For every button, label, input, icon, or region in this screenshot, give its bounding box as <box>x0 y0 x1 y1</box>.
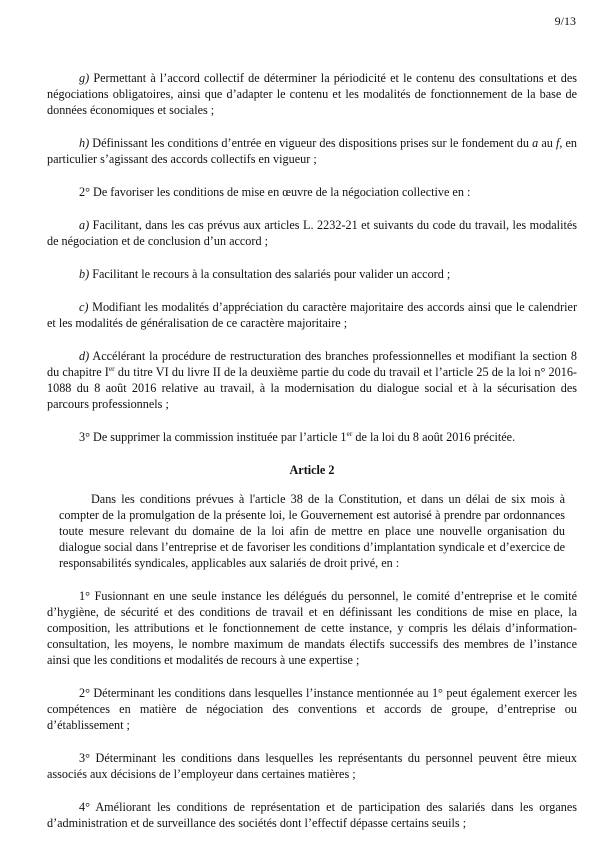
article2-intro: Dans les conditions prévues à l'article 38 de la Constitution, et dans un délai de six mois à compter de la promulgation de la présente loi, le Gouvernement est autorisé à prendre par ordonnances toute mesure relevant du domaine de la loi afin de mettre en place une nouvelle organisation du dialogue social dans l’entreprise et de favoriser les conditions d’implantation syndicale et d’exercice de responsabilités syndicales, applicables aux salariés de droit privé, en : <box>59 492 565 570</box>
superscript: er <box>108 363 115 373</box>
paragraph-text: Facilitant le recours à la consultation des salariés pour valider un accord ; <box>89 267 451 281</box>
article2-item-1: 1° Fusionnant en une seule instance les délégués du personnel, le comité d’entreprise et le comité d’hygiène, de sécurité et des conditions de travail et en définissant les conditions de mise en place, la composition, les attributions et le fonctionnement de cette instance, y compris les délais d’information-consultation, les moyens, le nombre maximum de mandats électifs successifs des membres de l’instance ainsi que les conditions et modalités de recours à une expertise ; <box>47 589 577 667</box>
paragraph-g <box>47 70 577 118</box>
paragraph-text: du titre VI du livre II de la deuxième partie du code du travail et l’article 25 de la loi n° 2016-1088 du 8 août 2016 relative au travail, à la modernisation du dialogue social et à la sécurisation des parcours professionnels ; <box>47 365 577 411</box>
paragraph-3 <box>47 429 577 445</box>
item-label: h) <box>79 136 90 150</box>
paragraph-text: de la loi du 8 août 2016 précitée. <box>352 430 516 444</box>
paragraph-text: 3° De supprimer la commission instituée par l’article 1 <box>79 430 347 444</box>
item-ref-f: f <box>555 136 560 150</box>
paragraph-h <box>47 135 577 167</box>
paragraph-text: Accélérant la procédure de restructuration des branches professionnelles et modifiant la section 8 du chapitre I <box>47 349 577 379</box>
item-label: a) <box>79 218 90 232</box>
item-label: d) <box>79 349 90 363</box>
superscript: er <box>346 428 353 438</box>
article2-item-2: 2° Déterminant les conditions dans lesquelles l’instance mentionnée au 1° peut également exercer les compétences en matière de négociation des conventions et accords de groupe, d’entreprise ou d’établissement ; <box>47 686 577 732</box>
item-label: c) <box>79 300 89 314</box>
paragraph-b <box>47 266 577 282</box>
item-label: g) <box>79 71 90 85</box>
paragraph-d <box>47 348 577 412</box>
paragraph-text: Définissant les conditions d’entrée en vigueur des dispositions prises sur le fondement du <box>89 136 533 150</box>
paragraph-c <box>47 299 577 331</box>
paragraph-2: 2° De favoriser les conditions de mise en œuvre de la négociation collective en : <box>79 185 471 199</box>
article2-item-4: 4° Améliorant les conditions de représentation et de participation des salariés dans les organes d’administration et de surveillance des sociétés dont l’effectif dépasse certains seuils ; <box>47 800 577 830</box>
paragraph-text: , en particulier s’agissant des accords collectifs en vigueur ; <box>47 136 577 166</box>
article2-item-3: 3° Déterminant les conditions dans lesquelles les représentants du personnel peuvent être mieux associés aux décisions de l’employeur dans certaines matières ; <box>47 751 577 781</box>
document-body <box>47 70 577 848</box>
article-title: Article 2 <box>289 463 335 477</box>
paragraph-text: au <box>538 136 556 150</box>
paragraph-text: Facilitant, dans les cas prévus aux articles L. 2232-21 et suivants du code du travail, les modalités de négociation et de conclusion d’un accord ; <box>47 218 577 248</box>
paragraph-text: Modifiant les modalités d’appréciation du caractère majoritaire des accords ainsi que le calendrier et les modalités de généralisation de ce caractère majoritaire ; <box>47 300 577 330</box>
item-label: b) <box>79 267 90 281</box>
paragraph-a <box>47 217 577 249</box>
paragraph-text: Permettant à l’accord collectif de déterminer la périodicité et le contenu des consultations et des négociations obligatoires, ainsi que d’adapter le contenu et les modalités de fonctionnement de la base de données économiques et sociales ; <box>47 71 577 117</box>
item-ref-a: a <box>532 136 539 150</box>
page-number: 9/13 <box>554 14 576 28</box>
